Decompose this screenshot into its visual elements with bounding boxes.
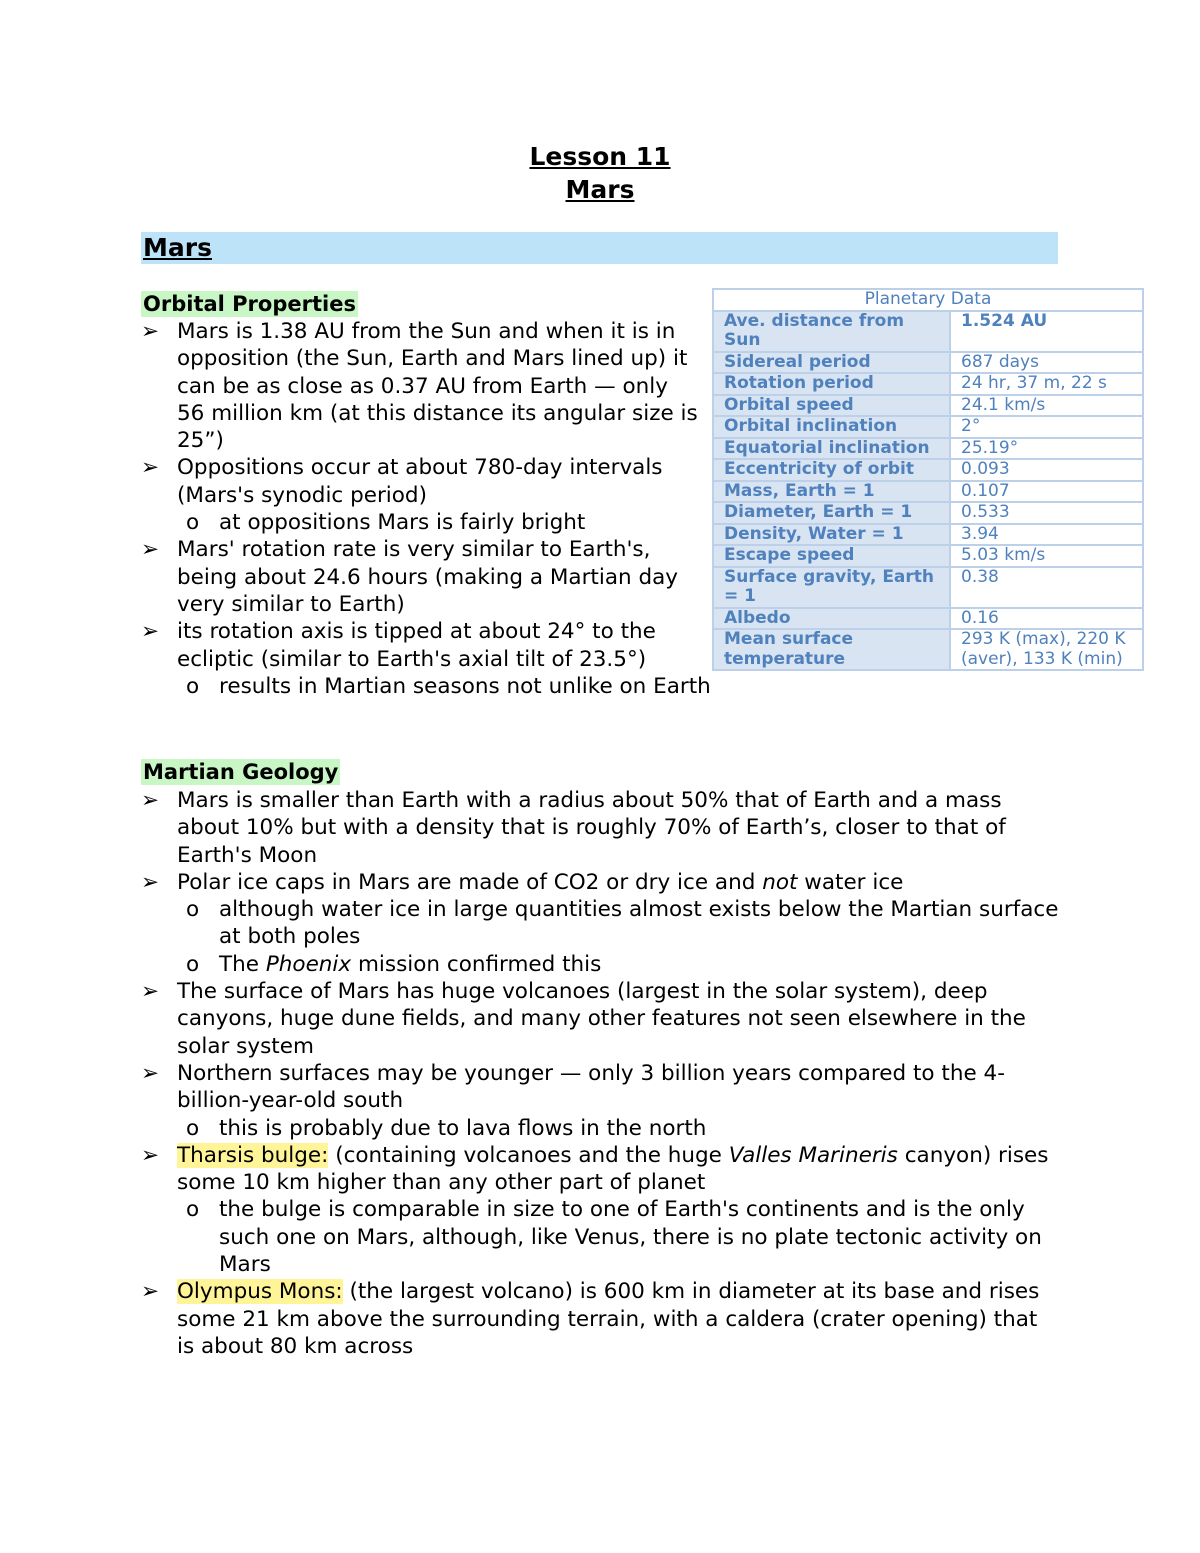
table-key: Eccentricity of orbit — [713, 459, 950, 481]
sub-list-item-text: mission confirmed this — [351, 951, 602, 977]
list-item — [141, 787, 1061, 869]
table-key: Albedo — [713, 608, 950, 630]
list-item — [141, 1278, 1061, 1360]
sub-list-item — [141, 509, 701, 536]
arrow-bullet-icon: ➢ — [141, 788, 160, 813]
arrow-bullet-icon: ➢ — [141, 1060, 160, 1086]
lesson-subtitle: Mars — [565, 175, 635, 204]
section-banner-label: Mars — [143, 233, 212, 262]
table-value: 2° — [950, 416, 1143, 438]
table-row — [713, 459, 1143, 481]
circle-bullet-icon: o — [186, 510, 200, 536]
sub-list-item — [141, 896, 1061, 951]
section-banner — [141, 232, 1058, 264]
table-key: Mass, Earth = 1 — [713, 481, 950, 503]
arrow-bullet-icon: ➢ — [141, 619, 160, 645]
arrow-bullet-icon: ➢ — [141, 1142, 160, 1168]
table-key: Mean surface temperature — [713, 629, 950, 670]
table-row — [713, 373, 1143, 395]
list-item — [141, 318, 701, 454]
table-row — [713, 481, 1143, 503]
list-item-text: Polar ice caps in Mars are made of CO2 or dry ice and — [177, 869, 763, 895]
table-key: Sidereal period — [713, 352, 950, 374]
sub-list-item-text: the bulge is comparable in size to one of Earth's continents and is the only such one on Mars, although, like Venus, there is no plate tectonic activity on Mars — [219, 1197, 1042, 1278]
table-row — [713, 311, 1143, 352]
table-row — [713, 629, 1143, 670]
sub-list-item-text: although water ice in large quantities almost exists below the Martian surface at both poles — [219, 897, 1059, 950]
emphasis-text: Valles Marineris — [728, 1142, 898, 1168]
list-item-text: (the largest volcano) is 600 km in diameter at its base and rises some 21 km above the surrounding terrain, with a caldera (crater opening) that is about 80 km across — [177, 1279, 1040, 1359]
table-key: Equatorial inclination — [713, 438, 950, 460]
table-key: Ave. distance from Sun — [713, 311, 950, 352]
emphasis-text: not — [762, 869, 798, 895]
list-item — [141, 978, 1061, 1060]
table-value: 0.533 — [950, 502, 1143, 524]
sub-list-item — [141, 951, 1061, 978]
list-item-text: Mars is 1.38 AU from the Sun and when it is in opposition (the Sun, Earth and Mars lined up) it can be as close as 0.37 AU from Earth — only 56 million km (at this distance its angular size is 25”) — [177, 319, 698, 454]
highlighted-term: Tharsis bulge: — [177, 1142, 329, 1168]
orbital-properties-heading: Orbital Properties — [143, 292, 356, 316]
table-value: 687 days — [950, 352, 1143, 374]
list-item-text: Mars' rotation rate is very similar to Earth's, being about 24.6 hours (making a Martian day very similar to Earth) — [177, 537, 679, 617]
table-value: 0.38 — [950, 567, 1143, 608]
table-row — [713, 524, 1143, 546]
arrow-bullet-icon: ➢ — [141, 455, 160, 481]
table-value: 24 hr, 37 m, 22 s — [950, 373, 1143, 395]
circle-bullet-icon: o — [186, 673, 200, 699]
arrow-bullet-icon: ➢ — [141, 979, 160, 1005]
table-value: 0.093 — [950, 459, 1143, 481]
table-row — [713, 567, 1143, 608]
table-row — [713, 438, 1143, 460]
table-value: 0.107 — [950, 481, 1143, 503]
list-item — [141, 454, 701, 509]
table-value: 5.03 km/s — [950, 545, 1143, 567]
table-value: 3.94 — [950, 524, 1143, 546]
arrow-bullet-icon: ➢ — [141, 537, 160, 563]
sub-list-item — [141, 673, 859, 700]
list-item — [141, 536, 701, 618]
sub-list-item-text: at oppositions Mars is fairly bright — [219, 510, 586, 536]
emphasis-text: Phoenix — [265, 951, 352, 977]
list-item — [141, 1142, 1061, 1197]
sub-list-item — [141, 1196, 1061, 1278]
list-item — [141, 618, 701, 673]
sub-list-item-text: The — [219, 951, 266, 977]
list-item — [141, 1060, 1061, 1115]
list-item-text: Mars is smaller than Earth with a radius about 50% that of Earth and a mass about 10% but with a density that is roughly 70% of Earth’s, closer to that of Earth's Moon — [177, 788, 1006, 868]
list-item-text: its rotation axis is tipped at about 24° to the ecliptic (similar to Earth's axial tilt of 23.5°) — [177, 619, 656, 672]
table-row — [713, 502, 1143, 524]
table-value: 24.1 km/s — [950, 395, 1143, 417]
table-value: 0.16 — [950, 608, 1143, 630]
orbital-properties-list — [141, 318, 711, 700]
arrow-bullet-icon: ➢ — [141, 869, 160, 895]
circle-bullet-icon: o — [186, 897, 200, 923]
table-row — [713, 352, 1143, 374]
circle-bullet-icon: o — [186, 951, 200, 977]
table-key: Orbital inclination — [713, 416, 950, 438]
arrow-bullet-icon: ➢ — [141, 1279, 160, 1305]
table-key: Diameter, Earth = 1 — [713, 502, 950, 524]
table-value: 1.524 AU — [950, 311, 1143, 352]
lesson-title: Lesson 11 — [529, 142, 671, 171]
circle-bullet-icon: o — [186, 1115, 200, 1141]
highlighted-term: Olympus Mons: — [177, 1279, 343, 1305]
arrow-bullet-icon: ➢ — [141, 319, 160, 344]
list-item-text: canyon) rises some 10 km higher than any other part of planet — [177, 1142, 1049, 1196]
sub-list-item-text: this is probably due to lava flows in the north — [219, 1115, 707, 1141]
table-key: Escape speed — [713, 545, 950, 567]
list-item-text: Northern surfaces may be younger — only 3 billion years compared to the 4-billion-year-old south — [177, 1060, 1005, 1114]
table-row — [713, 545, 1143, 567]
table-value: 293 K (max), 220 K (aver), 133 K (min) — [950, 629, 1143, 670]
sub-list-item-text: results in Martian seasons not unlike on Earth — [219, 673, 711, 699]
planetary-data-table — [712, 288, 1144, 671]
list-item-text: water ice — [797, 869, 904, 895]
sub-list-item — [141, 1115, 1061, 1142]
table-value: 25.19° — [950, 438, 1143, 460]
list-item — [141, 869, 1061, 896]
table-row — [713, 416, 1143, 438]
martian-geology-heading: Martian Geology — [143, 760, 339, 784]
table-row — [713, 395, 1143, 417]
list-item-text: The surface of Mars has huge volcanoes (largest in the solar system), deep canyons, huge dune fields, and many other features not seen elsewhere in the solar system — [177, 979, 1026, 1059]
table-header: Planetary Data — [713, 289, 1143, 311]
table-key: Rotation period — [713, 373, 950, 395]
table-key: Orbital speed — [713, 395, 950, 417]
list-item-text: Oppositions occur at about 780-day intervals (Mars's synodic period) — [177, 455, 663, 508]
table-key: Surface gravity, Earth = 1 — [713, 567, 950, 608]
table-key: Density, Water = 1 — [713, 524, 950, 546]
circle-bullet-icon: o — [186, 1197, 200, 1223]
list-item-text: (containing volcanoes and the huge — [328, 1142, 729, 1168]
martian-geology-list — [141, 787, 1061, 1360]
table-row — [713, 608, 1143, 630]
